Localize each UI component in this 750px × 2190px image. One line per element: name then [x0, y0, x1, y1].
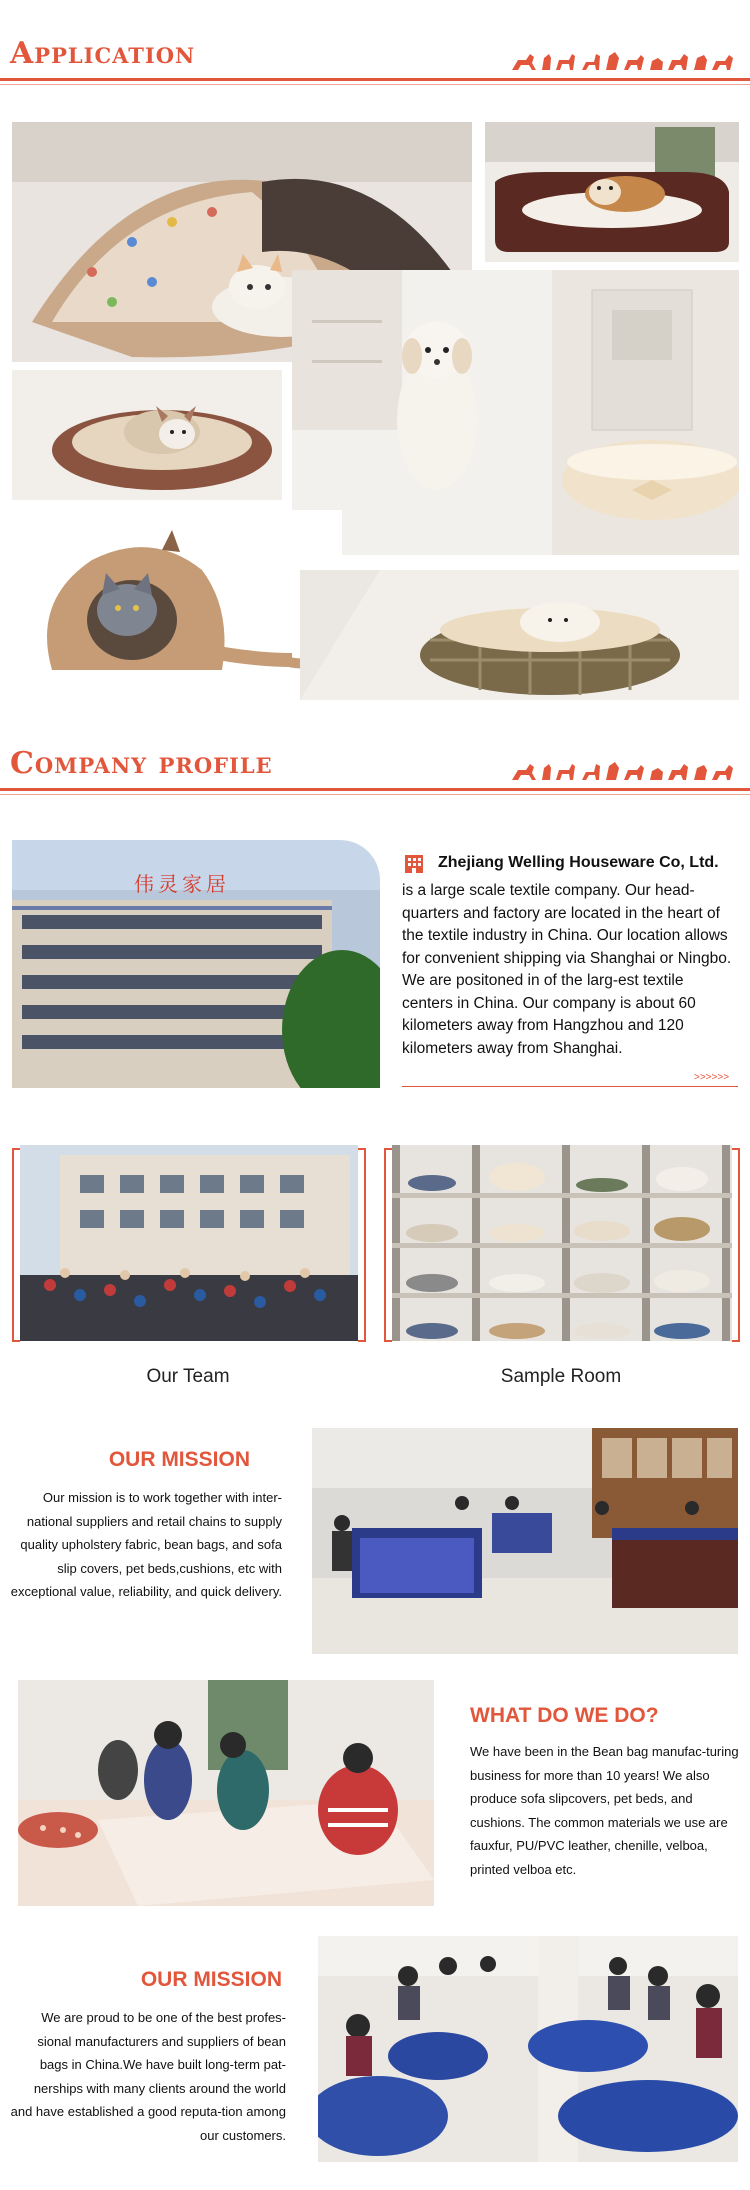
mission2-heading: OUR MISSION	[140, 1968, 282, 1991]
building-sign: 伟灵家居	[134, 872, 230, 896]
animal-silhouettes-icon	[510, 754, 740, 784]
photo-workers-folding-bags	[318, 1936, 738, 2162]
photo-white-poodle-and-bed	[292, 270, 739, 555]
profile-rule	[402, 1086, 738, 1087]
mission-heading: OUR MISSION	[108, 1448, 250, 1471]
read-more-link[interactable]: >>>>>>	[694, 1072, 730, 1083]
photo-bulldog-on-round-bed	[12, 370, 282, 500]
photo-workers-cutting-fabric	[18, 1680, 434, 1906]
animal-silhouettes-icon	[510, 44, 740, 74]
photo-dog-on-brown-sofa-bed	[485, 122, 739, 262]
application-header	[0, 30, 750, 100]
company-name: Zhejiang Welling Houseware Co, Ltd.	[438, 854, 719, 871]
photo-office	[312, 1428, 738, 1654]
mission-text: Our mission is to work together with inter-national suppliers and retail chains to supply quality upholstery fabric, bean bags, and sofa slip covers, pet beds,cushions, etc with exceptional value, reliability, and quick delivery.	[10, 1490, 282, 1599]
company-profile-header	[0, 740, 750, 810]
header-rule-thin	[0, 84, 750, 85]
photo-our-team	[20, 1145, 358, 1341]
sample-frame-bracket-right	[732, 1148, 740, 1342]
header-rule	[0, 78, 750, 81]
company-profile-title: Company profile	[10, 746, 273, 781]
sample-frame-bracket	[384, 1148, 392, 1342]
company-description: is a large scale textile company. Our head-quarters and factory are located in the heart of the textile industry in China. Our location allows for convenient shipping via Shanghai or Ningbo. We are positoned in of the larg-est textile centers in China. Our company is about 60 kilometers away from Hangzhou and 120 kilometers away from Shanghai.	[402, 882, 732, 1057]
photo-dog-on-plaid-bed	[300, 570, 739, 700]
building-icon	[403, 852, 425, 874]
team-frame-bracket	[12, 1148, 20, 1342]
what-do-we-do-text: We have been in the Bean bag manufac-turing business for more than 10 years! We also produce sofa slipcovers, pet beds, and cushions. The common materials we use are fauxfur, PU/PVC leather, chenille, velboa, printed velboa etc.	[470, 1744, 739, 1877]
photo-company-building	[12, 840, 380, 1088]
what-do-we-do-heading: WHAT DO WE DO?	[470, 1704, 659, 1727]
sample-room-caption: Sample Room	[500, 1366, 622, 1387]
team-frame-bracket-right	[358, 1148, 366, 1342]
header-rule	[0, 788, 750, 791]
header-rule-thin	[0, 794, 750, 795]
photo-gray-cat-in-cave-bed	[12, 510, 342, 700]
mission2-text: We are proud to be one of the best profes-sional manufacturers and suppliers of bean bags in China.We have built long-term pat-nerships with many clients around the world and have established a good reputa-tion among our customers.	[10, 2010, 286, 2143]
photo-sample-room	[392, 1145, 732, 1341]
our-team-caption: Our Team	[146, 1366, 230, 1387]
application-title: Application	[10, 36, 196, 71]
